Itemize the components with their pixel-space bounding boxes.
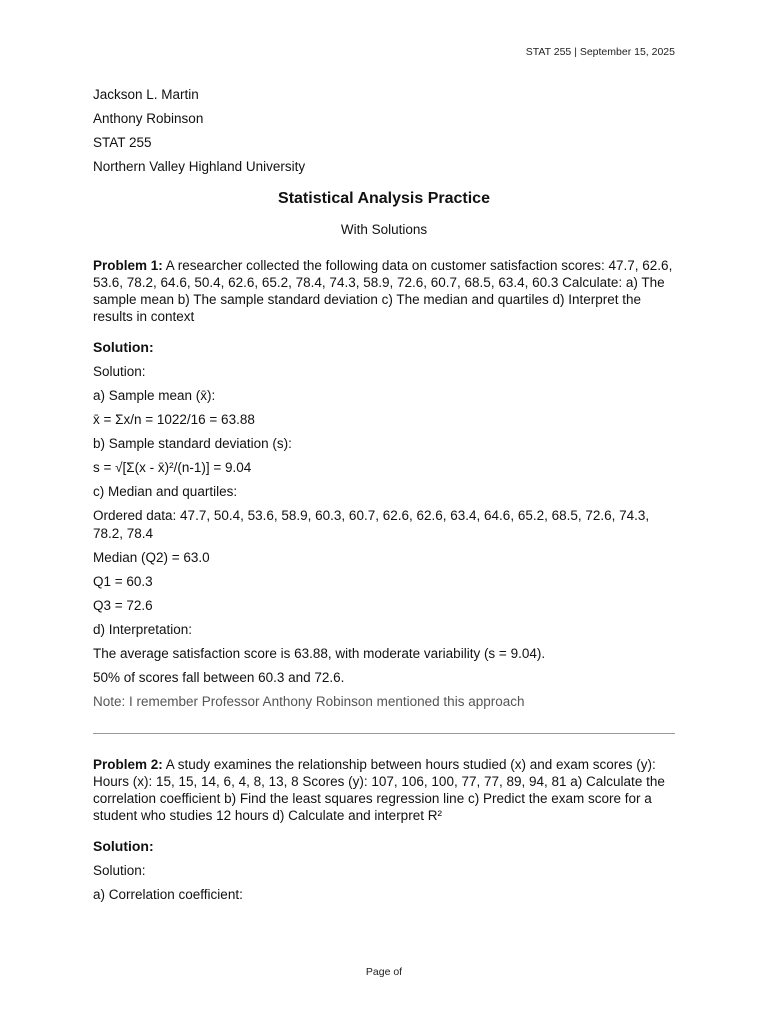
problem-1-text: A researcher collected the following data on customer satisfaction scores: 47.7, 62.6, 53.6, 78.2, 64.6, 50.4, 62.6, 65.2, 78.4, 74.3, 58.9, 72.6, 60.7, 68.5, 63.4, 60.3 Calculate: a) The sample mean b) The sample standard deviation c) The median and quartiles d) Interpret the results in context — [93, 258, 673, 324]
document-title: Statistical Analysis Practice — [278, 190, 490, 207]
problem-1 — [93, 257, 675, 325]
solution-line: a) Correlation coefficient: — [93, 887, 243, 902]
problem-1-label: Problem 1: — [93, 258, 163, 273]
solution-line: c) Median and quartiles: — [93, 484, 238, 499]
solution-line: Median (Q2) = 63.0 — [93, 550, 210, 565]
solution-line: Solution: — [93, 364, 146, 379]
problem-2-text: A study examines the relationship between hours studied (x) and exam scores (y): Hours (x): 15, 15, 14, 6, 4, 8, 13, 8 Scores (y): 107, 106, 100, 77, 77, 89, 94, 81 a) Calculate the correlation coefficient b) Find the least squares regression line c) Predict the exam score for a student who studies 12 hours d) Calculate and interpret R² — [93, 757, 665, 823]
solution-line: b) Sample standard deviation (s): — [93, 436, 292, 451]
author-name-1: Jackson L. Martin — [93, 87, 199, 102]
page-footer: Page of — [365, 966, 403, 978]
problem-2-solution-heading: Solution: — [93, 838, 154, 854]
problem-1-solution-heading: Solution: — [93, 339, 154, 355]
solution-note: Note: I remember Professor Anthony Robinson mentioned this approach — [93, 694, 525, 709]
solution-line: x̄ = Σx/n = 1022/16 = 63.88 — [93, 412, 255, 427]
solution-line: s = √[Σ(x - x̄)²/(n-1)] = 9.04 — [93, 460, 252, 475]
problem-2-label: Problem 2: — [93, 757, 163, 772]
solution-line: Solution: — [93, 863, 146, 878]
problem-2-solution — [93, 862, 675, 904]
solution-line: The average satisfaction score is 63.88, with moderate variability (s = 9.04). — [93, 646, 546, 661]
solution-line: d) Interpretation: — [93, 622, 193, 637]
solution-line: Q3 = 72.6 — [93, 598, 153, 613]
solution-line: a) Sample mean (x̄): — [93, 388, 216, 403]
university-name: Northern Valley Highland University — [93, 159, 306, 174]
solution-line: 50% of scores fall between 60.3 and 72.6. — [93, 670, 345, 685]
problem-1-solution — [93, 363, 675, 711]
course-name: STAT 255 — [93, 135, 152, 150]
section-divider — [93, 733, 675, 734]
solution-line: Q1 = 60.3 — [93, 574, 153, 589]
document-subtitle: With Solutions — [340, 222, 428, 237]
problem-2 — [93, 756, 675, 824]
header-course-date: STAT 255 | September 15, 2025 — [525, 46, 675, 58]
author-name-2: Anthony Robinson — [93, 111, 204, 126]
author-block — [93, 86, 675, 176]
document-body — [93, 86, 675, 910]
solution-line: Ordered data: 47.7, 50.4, 53.6, 58.9, 60.3, 60.7, 62.6, 62.6, 63.4, 64.6, 65.2, 68.5, 72.6, 74.3, 78.2, 78.4 — [93, 508, 650, 541]
